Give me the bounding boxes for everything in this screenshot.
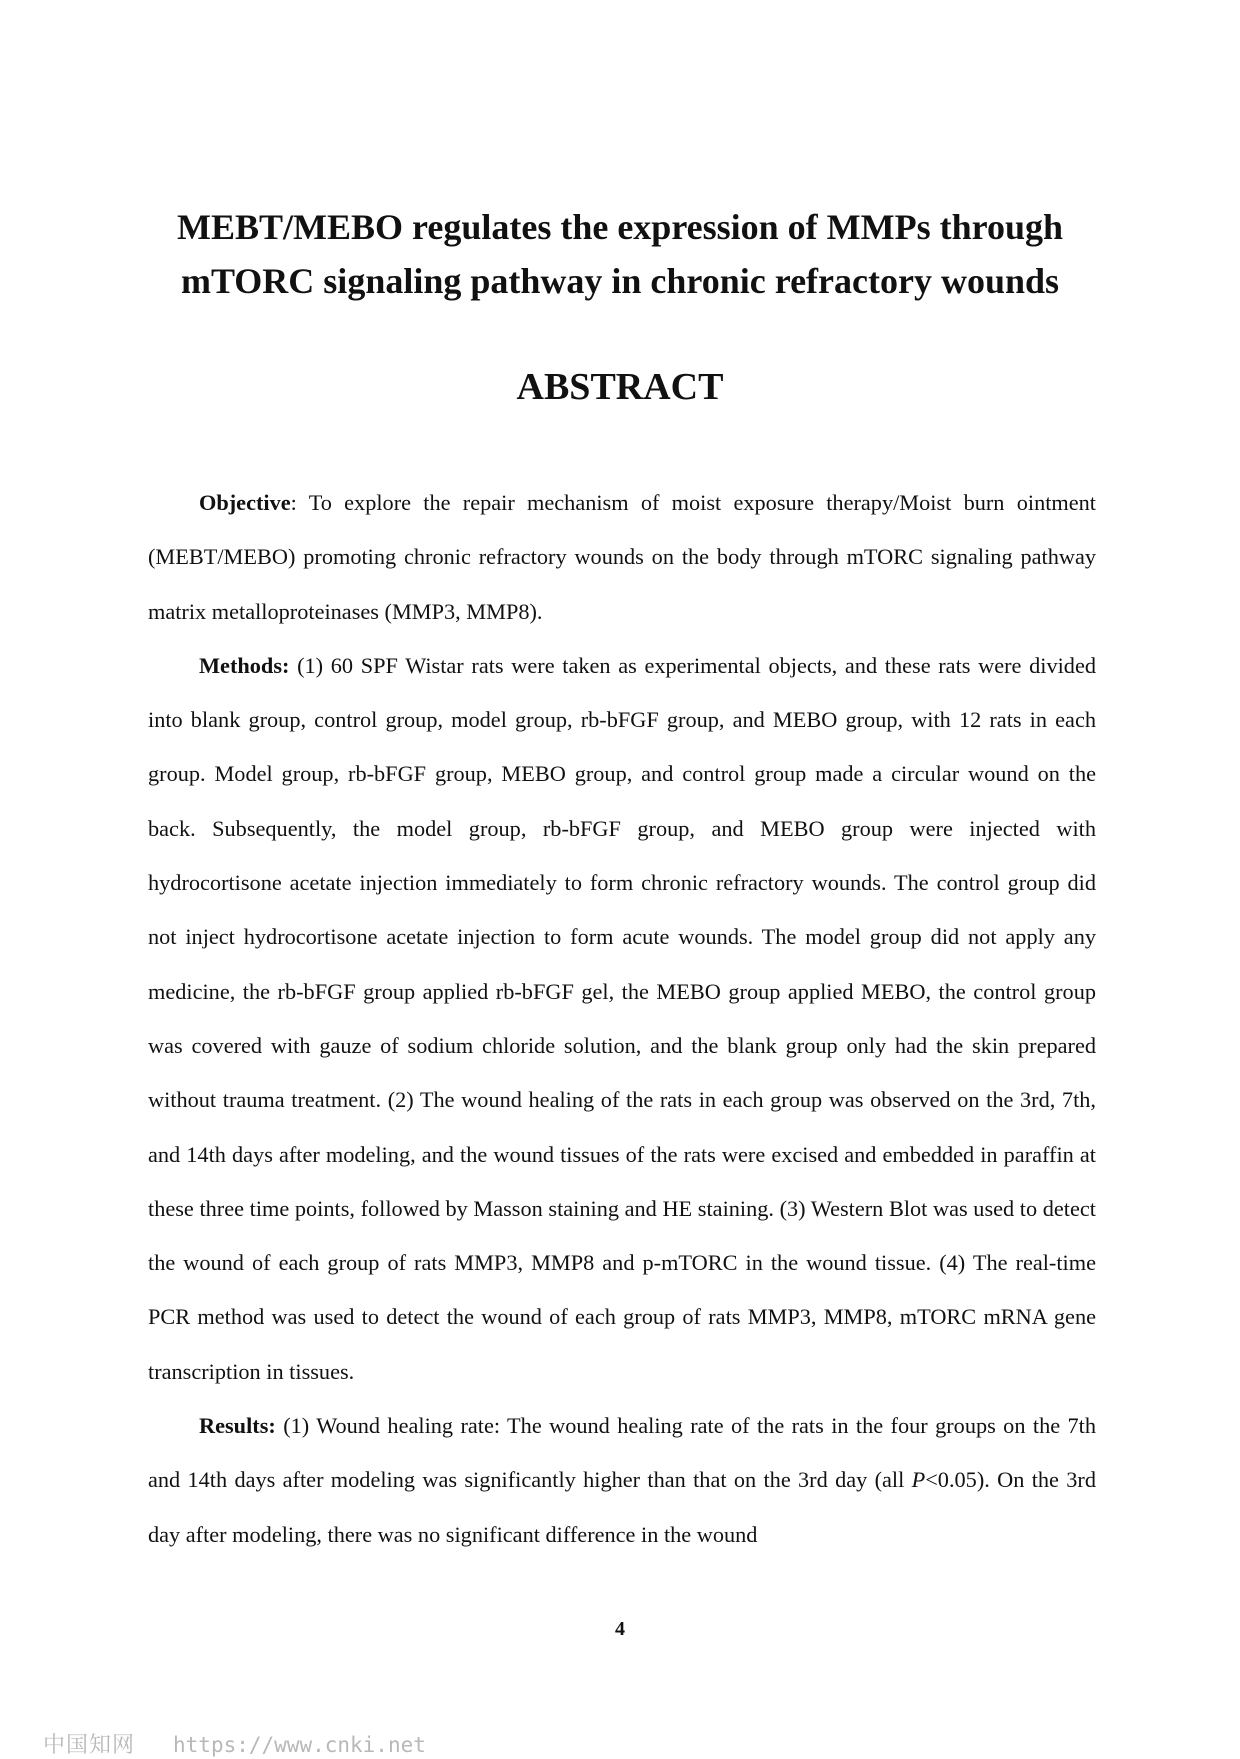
title-line-2: mTORC signaling pathway in chronic refractory wounds (180, 261, 1060, 301)
abstract-heading: ABSTRACT (516, 366, 724, 408)
methods-text: (1) 60 SPF Wistar rats were taken as experimental objects, and these rats were divided into blank group, control group, model group, rb-bFGF group, and MEBO group, with 12 rats in each group. Model group, rb-bFGF group, MEBO group, and control group made a circular wound on the back. Subsequently, the model group, rb-bFGF group, and MEBO group were injected with hydrocortisone acetate injection immediately to form chronic refractory wounds. The control group did not inject hydrocortisone acetate injection to form acute wounds. The model group did not apply any medicine, the rb-bFGF group applied rb-bFGF gel, the MEBO group applied MEBO, the control group was covered with gauze of sodium chloride solution, and the blank group only had the skin prepared without trauma treatment. (2) The wound healing of the rats in each group was observed on the 3rd, 7th, and 14th days after modeling, and the wound tissues of the rats were excised and embedded in paraffin at these three time points, followed by Masson staining and HE staining. (3) Western Blot was used to detect the wound of each group of rats MMP3, MMP8 and p-mTORC in the wound tissue. (4) The real-time PCR method was used to detect the wound of each group of rats MMP3, MMP8, mTORC mRNA gene transcription in tissues. (148, 652, 1096, 1384)
objective-text: : To explore the repair mechanism of moist exposure therapy/Moist burn ointment (MEBT/MEBO) promoting chronic refractory wounds on the body through mTORC signaling pathway matrix metalloproteinases (MMP3, MMP8). (148, 490, 1096, 624)
methods-label: Methods: (199, 652, 290, 678)
results-text-2: <0.05). On the 3rd day after modeling, there was no significant difference in the wound (148, 1467, 1096, 1547)
results-paragraph (148, 1399, 1096, 1562)
title-line-1: MEBT/MEBO regulates the expression of MMPs through (177, 207, 1063, 247)
cnki-watermark (43, 1728, 426, 1759)
methods-paragraph (148, 639, 1096, 1399)
watermark-url: https://www.cnki.net (173, 1733, 426, 1757)
objective-paragraph (148, 476, 1096, 639)
objective-label: Objective (199, 490, 291, 515)
paper-title (120, 200, 1120, 308)
results-label: Results: (199, 1413, 276, 1439)
watermark-cn: 中国知网 (43, 1733, 136, 1758)
page-number: 4 (615, 1618, 625, 1640)
p-value-symbol: P (911, 1467, 926, 1493)
results-text-1: (1) Wound healing rate: The wound healing rate of the rats in the four groups on the 7th and 14th days after modeling was significantly higher than that on the 3rd day (all (148, 1413, 1096, 1493)
abstract-body (148, 476, 1096, 1562)
